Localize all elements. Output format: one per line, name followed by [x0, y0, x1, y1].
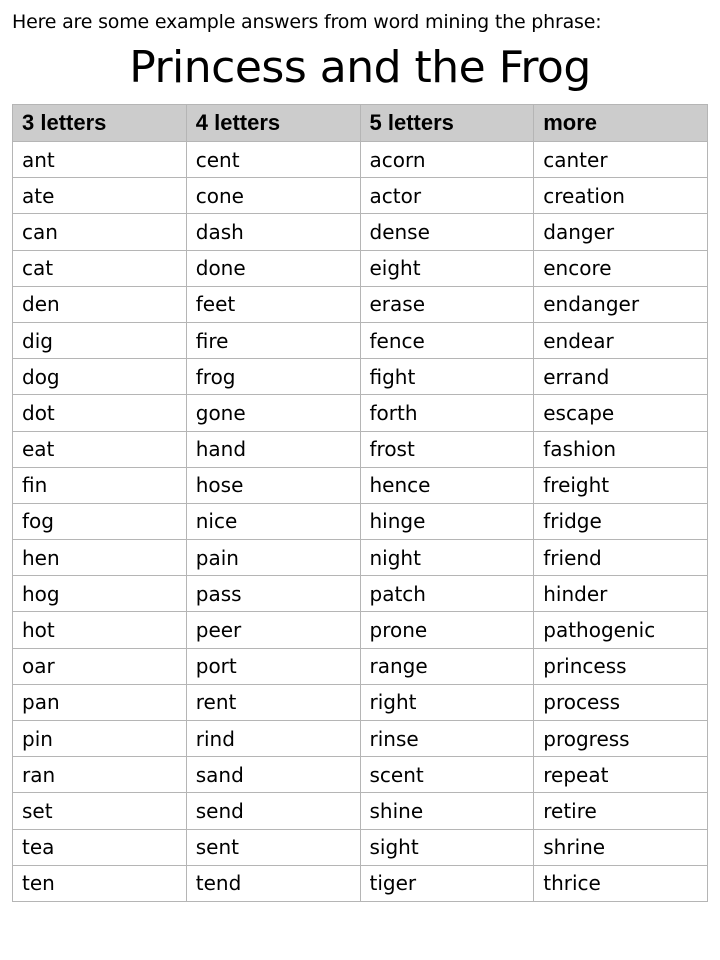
column-header-4-letters: 4 letters [186, 105, 360, 142]
word-cell-3-letters: pan [13, 684, 187, 720]
table-row [13, 322, 708, 358]
word-cell-5-letters: erase [360, 286, 534, 322]
table-row [13, 503, 708, 539]
word-cell-3-letters: dig [13, 322, 187, 358]
intro-text: Here are some example answers from word mining the phrase: [12, 11, 602, 33]
word-cell-more: freight [534, 467, 708, 503]
word-cell-4-letters: nice [186, 503, 360, 539]
word-cell-more: progress [534, 721, 708, 757]
word-cell-3-letters: ant [13, 142, 187, 178]
word-cell-3-letters: den [13, 286, 187, 322]
word-cell-more: shrine [534, 829, 708, 865]
word-cell-3-letters: pin [13, 721, 187, 757]
table-row [13, 286, 708, 322]
table-row [13, 467, 708, 503]
word-cell-more: pathogenic [534, 612, 708, 648]
table-row [13, 865, 708, 901]
word-cell-more: repeat [534, 757, 708, 793]
word-cell-more: fashion [534, 431, 708, 467]
word-cell-more: princess [534, 648, 708, 684]
word-cell-more: friend [534, 540, 708, 576]
word-cell-4-letters: sent [186, 829, 360, 865]
table-row [13, 757, 708, 793]
column-header-5-letters: 5 letters [360, 105, 534, 142]
word-cell-5-letters: tiger [360, 865, 534, 901]
word-cell-4-letters: rent [186, 684, 360, 720]
word-cell-4-letters: rind [186, 721, 360, 757]
word-cell-4-letters: tend [186, 865, 360, 901]
word-cell-more: fridge [534, 503, 708, 539]
word-cell-3-letters: set [13, 793, 187, 829]
table-row [13, 250, 708, 286]
table-body [13, 142, 708, 902]
word-cell-more: endear [534, 322, 708, 358]
word-cell-5-letters: fight [360, 359, 534, 395]
table-row [13, 648, 708, 684]
word-cell-5-letters: shine [360, 793, 534, 829]
word-cell-3-letters: ate [13, 178, 187, 214]
word-cell-more: errand [534, 359, 708, 395]
word-cell-4-letters: done [186, 250, 360, 286]
word-cell-4-letters: port [186, 648, 360, 684]
word-cell-5-letters: forth [360, 395, 534, 431]
word-cell-3-letters: fog [13, 503, 187, 539]
word-cell-more: hinder [534, 576, 708, 612]
word-cell-3-letters: eat [13, 431, 187, 467]
table-row [13, 721, 708, 757]
word-cell-5-letters: dense [360, 214, 534, 250]
word-cell-4-letters: send [186, 793, 360, 829]
word-cell-more: encore [534, 250, 708, 286]
word-cell-more: danger [534, 214, 708, 250]
word-cell-5-letters: fence [360, 322, 534, 358]
word-cell-more: endanger [534, 286, 708, 322]
word-cell-4-letters: pass [186, 576, 360, 612]
word-cell-3-letters: tea [13, 829, 187, 865]
word-cell-3-letters: ran [13, 757, 187, 793]
word-cell-5-letters: hence [360, 467, 534, 503]
word-cell-4-letters: cone [186, 178, 360, 214]
word-cell-5-letters: range [360, 648, 534, 684]
word-cell-5-letters: hinge [360, 503, 534, 539]
word-table [12, 104, 708, 902]
word-cell-5-letters: night [360, 540, 534, 576]
table-row [13, 431, 708, 467]
word-cell-3-letters: ten [13, 865, 187, 901]
word-cell-more: escape [534, 395, 708, 431]
table-row [13, 684, 708, 720]
word-cell-5-letters: actor [360, 178, 534, 214]
word-cell-4-letters: pain [186, 540, 360, 576]
table-row [13, 829, 708, 865]
table-row [13, 142, 708, 178]
word-cell-5-letters: scent [360, 757, 534, 793]
word-cell-3-letters: fin [13, 467, 187, 503]
word-cell-4-letters: hose [186, 467, 360, 503]
word-cell-4-letters: cent [186, 142, 360, 178]
word-cell-more: retire [534, 793, 708, 829]
table-row [13, 178, 708, 214]
word-cell-4-letters: frog [186, 359, 360, 395]
word-cell-3-letters: dot [13, 395, 187, 431]
table-row [13, 395, 708, 431]
header-row [13, 105, 708, 142]
word-cell-5-letters: acorn [360, 142, 534, 178]
word-cell-more: thrice [534, 865, 708, 901]
word-cell-5-letters: sight [360, 829, 534, 865]
table-header [13, 105, 708, 142]
table-row [13, 612, 708, 648]
word-cell-more: canter [534, 142, 708, 178]
word-cell-more: creation [534, 178, 708, 214]
word-cell-5-letters: prone [360, 612, 534, 648]
word-cell-3-letters: hot [13, 612, 187, 648]
word-cell-3-letters: dog [13, 359, 187, 395]
word-cell-5-letters: eight [360, 250, 534, 286]
word-cell-4-letters: sand [186, 757, 360, 793]
word-cell-3-letters: can [13, 214, 187, 250]
word-cell-3-letters: hog [13, 576, 187, 612]
column-header-3-letters: 3 letters [13, 105, 187, 142]
table-row [13, 214, 708, 250]
word-cell-3-letters: hen [13, 540, 187, 576]
word-cell-more: process [534, 684, 708, 720]
word-cell-4-letters: feet [186, 286, 360, 322]
page-title: Princess and the Frog [129, 42, 591, 93]
word-cell-5-letters: frost [360, 431, 534, 467]
word-cell-4-letters: fire [186, 322, 360, 358]
word-cell-4-letters: hand [186, 431, 360, 467]
table-row [13, 576, 708, 612]
table-row [13, 540, 708, 576]
word-cell-3-letters: oar [13, 648, 187, 684]
word-cell-5-letters: rinse [360, 721, 534, 757]
word-cell-4-letters: dash [186, 214, 360, 250]
word-cell-3-letters: cat [13, 250, 187, 286]
word-cell-5-letters: right [360, 684, 534, 720]
word-cell-4-letters: peer [186, 612, 360, 648]
column-header-more: more [534, 105, 708, 142]
table-row [13, 359, 708, 395]
word-cell-4-letters: gone [186, 395, 360, 431]
table-row [13, 793, 708, 829]
word-cell-5-letters: patch [360, 576, 534, 612]
